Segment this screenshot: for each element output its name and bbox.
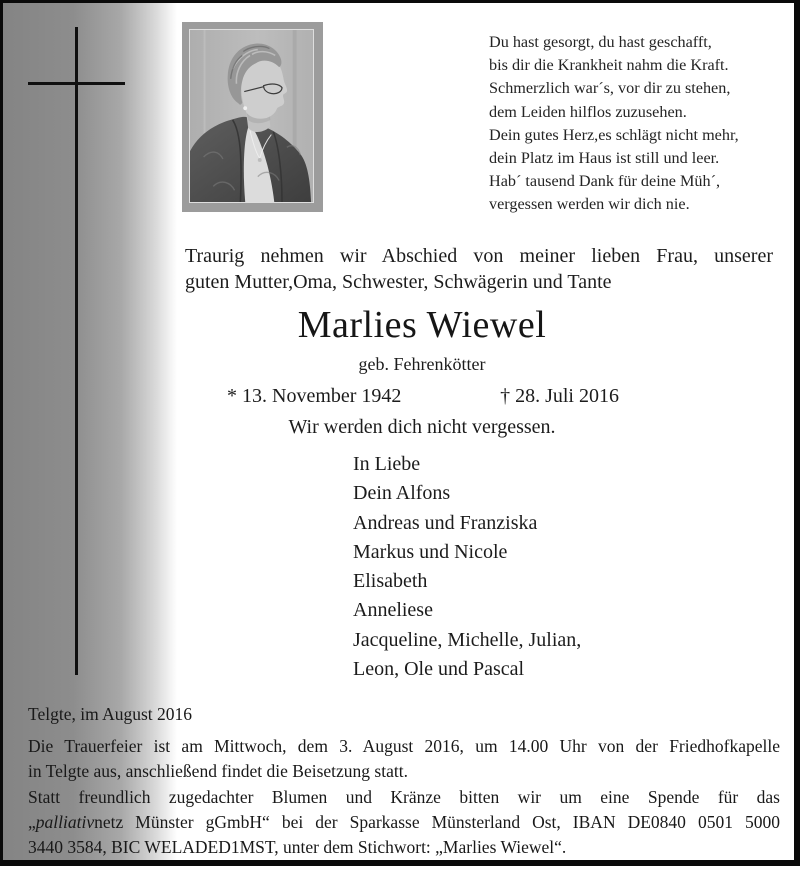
- poem-line: Du hast gesorgt, du hast geschafft,: [489, 33, 712, 51]
- family-line: Markus und Nicole: [353, 540, 508, 563]
- memorial-poem: [489, 31, 794, 217]
- poem-line: bis dir die Krankheit nahm die Kraft.: [489, 56, 729, 75]
- birth-date: * 13. November 1942: [227, 385, 402, 407]
- family-line: Leon, Ole und Pascal: [353, 658, 525, 681]
- cross-vertical-bar: [75, 27, 78, 675]
- donation-open-quote: „: [28, 812, 36, 832]
- poem-line: vergessen werden wir dich nie.: [489, 195, 690, 214]
- funeral-line: Die Trauerfeier ist am Mittwoch, dem 3. August 2016, um 14.00 Uhr von der Friedhofkapelle: [28, 736, 780, 756]
- donation-org-italic: palliativ: [35, 812, 95, 832]
- family-line: Dein Alfons: [353, 482, 451, 505]
- portrait-photo-frame: [182, 22, 323, 212]
- poem-line: dem Leiden hilflos zuzusehen.: [489, 102, 687, 121]
- family-line: Elisabeth: [353, 570, 428, 593]
- footer-info: [28, 702, 780, 861]
- donation-line: [28, 810, 780, 835]
- intro-text: [185, 243, 773, 295]
- donation-info: [28, 785, 780, 860]
- donation-line: Statt freundlich zugedachter Blumen und Kränze bitten wir um eine Spende für das: [28, 787, 780, 807]
- donation-line-rest: netz Münster gGmbH“ bei der Sparkasse Münsterland Ost, IBAN DE0840 0501 5000: [94, 812, 780, 832]
- poem-line: Schmerzlich war´s, vor dir zu stehen,: [489, 79, 731, 98]
- birth-death-dates: [185, 385, 659, 408]
- cross-horizontal-bar: [28, 82, 125, 85]
- motto-line: Wir werden dich nicht vergessen.: [288, 416, 556, 438]
- deceased-name: Marlies Wiewel: [297, 304, 547, 346]
- maiden-name: geb. Fehrenkötter: [358, 354, 486, 374]
- family-line: Jacqueline, Michelle, Julian,: [353, 628, 582, 651]
- intro-line: Traurig nehmen wir Abschied von meiner lieben Frau, unserer: [185, 245, 773, 267]
- funeral-line: in Telgte aus, anschließend findet die Beisetzung statt.: [28, 761, 408, 781]
- portrait-illustration: [190, 30, 313, 202]
- family-line: Anneliese: [353, 599, 433, 622]
- portrait-photo: [189, 29, 314, 203]
- family-list: [353, 450, 581, 684]
- poem-line: Hab´ tausend Dank für deine Müh´,: [489, 172, 721, 191]
- donation-line: 3440 3584, BIC WELADED1MST, unter dem Stichwort: „Marlies Wiewel“.: [28, 837, 567, 857]
- funeral-info: [28, 734, 780, 784]
- death-date: † 28. Juli 2016: [500, 385, 619, 407]
- poem-line: Dein gutes Herz,es schlägt nicht mehr,: [489, 125, 739, 144]
- family-line: In Liebe: [353, 453, 421, 475]
- intro-line: guten Mutter,Oma, Schwester, Schwägerin und Tante: [185, 271, 612, 293]
- poem-line: dein Platz im Haus ist still und leer.: [489, 149, 720, 168]
- place-date-line: Telgte, im August 2016: [28, 704, 193, 724]
- family-line: Andreas und Franziska: [353, 511, 538, 534]
